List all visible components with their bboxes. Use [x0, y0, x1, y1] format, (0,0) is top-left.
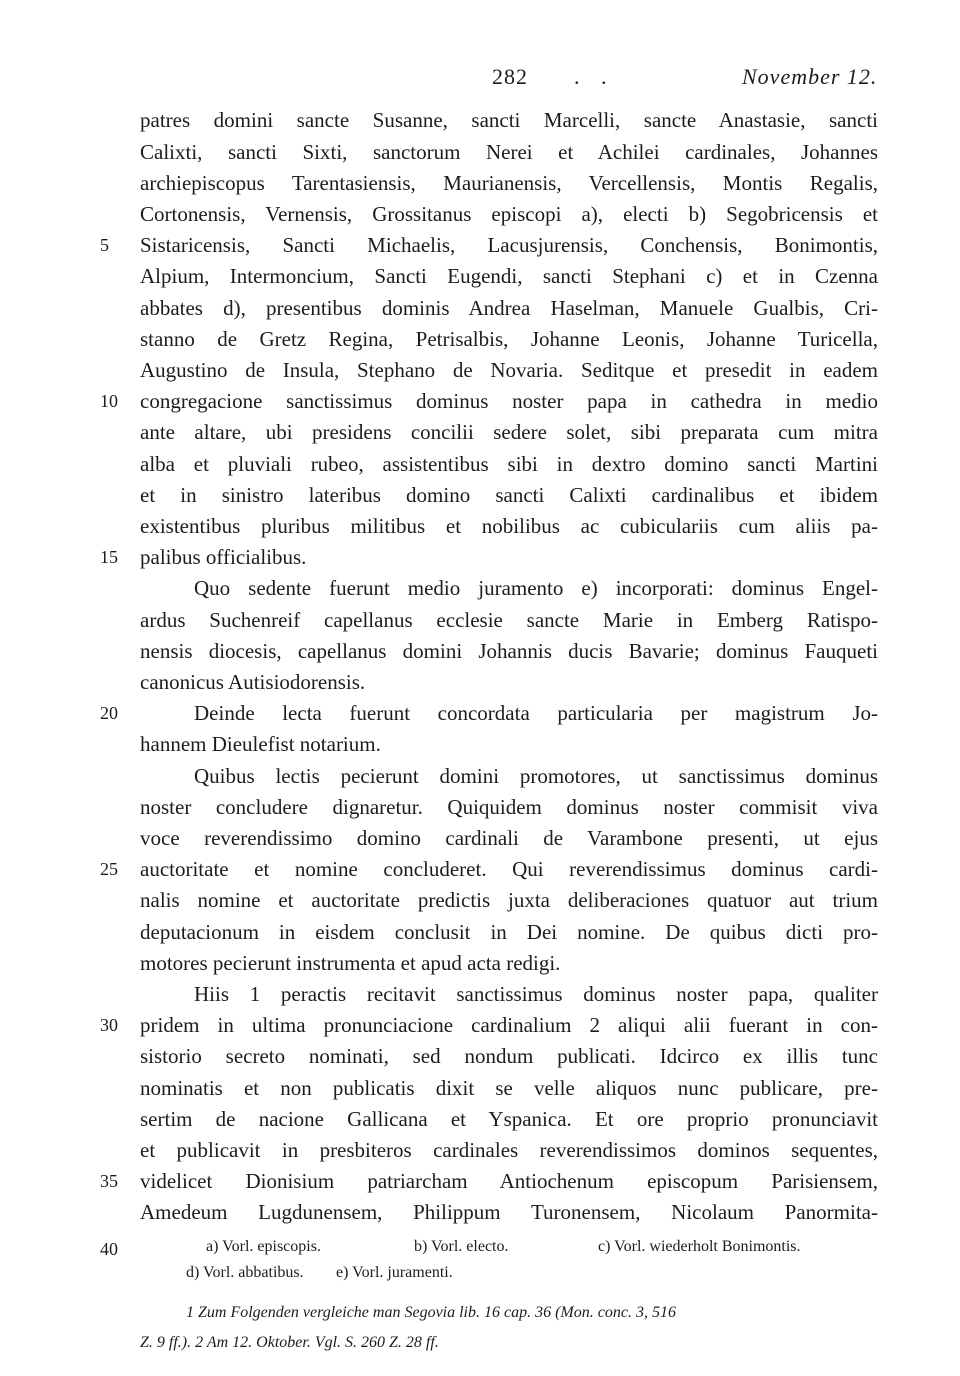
text-line: Quibus lectis pecierunt domini promotores, ut sanctissimus dominus	[194, 764, 878, 788]
text-line: Deinde lecta fuerunt concordata particularia per magistrum Jo-	[194, 701, 878, 725]
text-line: abbates d), presentibus dominis Andrea Haselman, Manuele Gualbis, Cri-	[140, 296, 878, 320]
apparatus-note-c: c) Vorl. wiederholt Bonimontis.	[598, 1238, 801, 1255]
text-line: Quo sedente fuerunt medio juramento e) incorporati: dominus Engel-	[194, 576, 878, 600]
text-line: motores pecierunt instrumenta et apud acta redigi.	[140, 951, 561, 975]
text-line: hannem Dieulefist notarium.	[140, 732, 381, 756]
text-line: patres domini sancte Susanne, sancti Marcelli, sancte Anastasie, sancti	[140, 108, 878, 132]
apparatus-note-b: b) Vorl. electo.	[414, 1238, 509, 1255]
text-line: canonicus Autisiodorensis.	[140, 670, 366, 694]
text-line: archiepiscopus Tarentasiensis, Maurianensis, Vercellensis, Montis Regalis,	[140, 171, 878, 195]
text-line: videlicet Dionisium patriarcham Antiochenum episcopum Parisiensem,	[140, 1169, 878, 1193]
line-number: 40	[100, 1239, 118, 1259]
line-number: 20	[100, 703, 118, 723]
running-head-date: November 12.	[742, 64, 878, 89]
apparatus-note-e: e) Vorl. juramenti.	[336, 1264, 453, 1281]
line-number: 35	[100, 1171, 118, 1191]
text-line: pridem in ultima pronunciacione cardinalium 2 aliqui alii fuerant in con-	[140, 1013, 878, 1037]
text-line: nominatis et non publicatis dixit se velle aliquos nunc publicare, pre-	[140, 1076, 878, 1100]
text-line: voce reverendissimo domino cardinali de Varambone presenti, ut ejus	[140, 826, 878, 850]
line-number: 15	[100, 547, 118, 567]
text-line: ardus Suchenreif capellanus ecclesie sancte Marie in Emberg Ratispo-	[140, 608, 878, 632]
text-line: deputacionum in eisdem conclusit in Dei nomine. De quibus dicti pro-	[140, 920, 878, 944]
text-line: nalis nomine et auctoritate predictis juxta deliberaciones quatuor aut trium	[140, 888, 878, 912]
text-line: sistorio secreto nominati, sed nondum publicati. Idcirco ex illis tunc	[140, 1044, 878, 1068]
footnote-line: Z. 9 ff.). 2 Am 12. Oktober. Vgl. S. 260 Z. 28 ff.	[140, 1334, 439, 1351]
text-line: Sistaricensis, Sancti Michaelis, Lacusjurensis, Conchensis, Bonimontis,	[140, 233, 878, 257]
header-separator: . .	[574, 64, 615, 89]
text-line: stanno de Gretz Regina, Petrisalbis, Johanne Leonis, Johanne Turicella,	[140, 327, 878, 351]
text-line: Augustino de Insula, Stephano de Novaria. Seditque et presedit in eadem	[140, 358, 878, 382]
line-number: 25	[100, 859, 118, 879]
text-line: existentibus pluribus militibus et nobilibus ac cubiculariis cum aliis pa-	[140, 514, 878, 538]
text-line: Calixti, sancti Sixti, sanctorum Nerei et Achilei cardinales, Johannes	[140, 140, 878, 164]
line-number: 30	[100, 1015, 118, 1035]
text-line: congregacione sanctissimus dominus noster papa in cathedra in medio	[140, 389, 878, 413]
footnote-line: 1 Zum Folgenden vergleiche man Segovia lib. 16 cap. 36 (Mon. conc. 3, 516	[186, 1304, 676, 1321]
text-line: Amedeum Lugdunensem, Philippum Turonensem, Nicolaum Panormita-	[140, 1200, 878, 1224]
line-number: 10	[100, 391, 118, 411]
text-line: et in sinistro lateribus domino sancti Calixti cardinalibus et ibidem	[140, 483, 878, 507]
line-number: 5	[100, 235, 109, 255]
text-line: auctoritate et nomine concluderet. Qui reverendissimus dominus cardi-	[140, 857, 878, 881]
text-line: palibus officialibus.	[140, 545, 307, 569]
text-line: Hiis 1 peractis recitavit sanctissimus dominus noster papa, qualiter	[194, 982, 878, 1006]
text-line: noster concludere dignaretur. Quiquidem dominus noster commisit viva	[140, 795, 878, 819]
text-line: ante altare, ubi presidens concilii sedere solet, sibi preparata cum mitra	[140, 420, 878, 444]
text-line: Cortonensis, Vernensis, Grossitanus episcopi a), electi b) Segobricensis et	[140, 202, 878, 226]
text-line: Alpium, Intermoncium, Sancti Eugendi, sancti Stephani c) et in Czenna	[140, 264, 878, 288]
apparatus-note-a: a) Vorl. episcopis.	[206, 1238, 321, 1255]
page-number: 282	[492, 64, 528, 89]
text-line: et publicavit in presbiteros cardinales reverendissimos dominos sequentes,	[140, 1138, 878, 1162]
text-line: sertim de nacione Gallicana et Yspanica. Et ore proprio pronunciavit	[140, 1107, 878, 1131]
text-line: alba et pluviali rubeo, assistentibus sibi in dextro domino sancti Martini	[140, 452, 878, 476]
apparatus-note-d: d) Vorl. abbatibus.	[186, 1264, 304, 1281]
text-line: nensis diocesis, capellanus domini Johannis ducis Bavarie; dominus Fauqueti	[140, 639, 878, 663]
